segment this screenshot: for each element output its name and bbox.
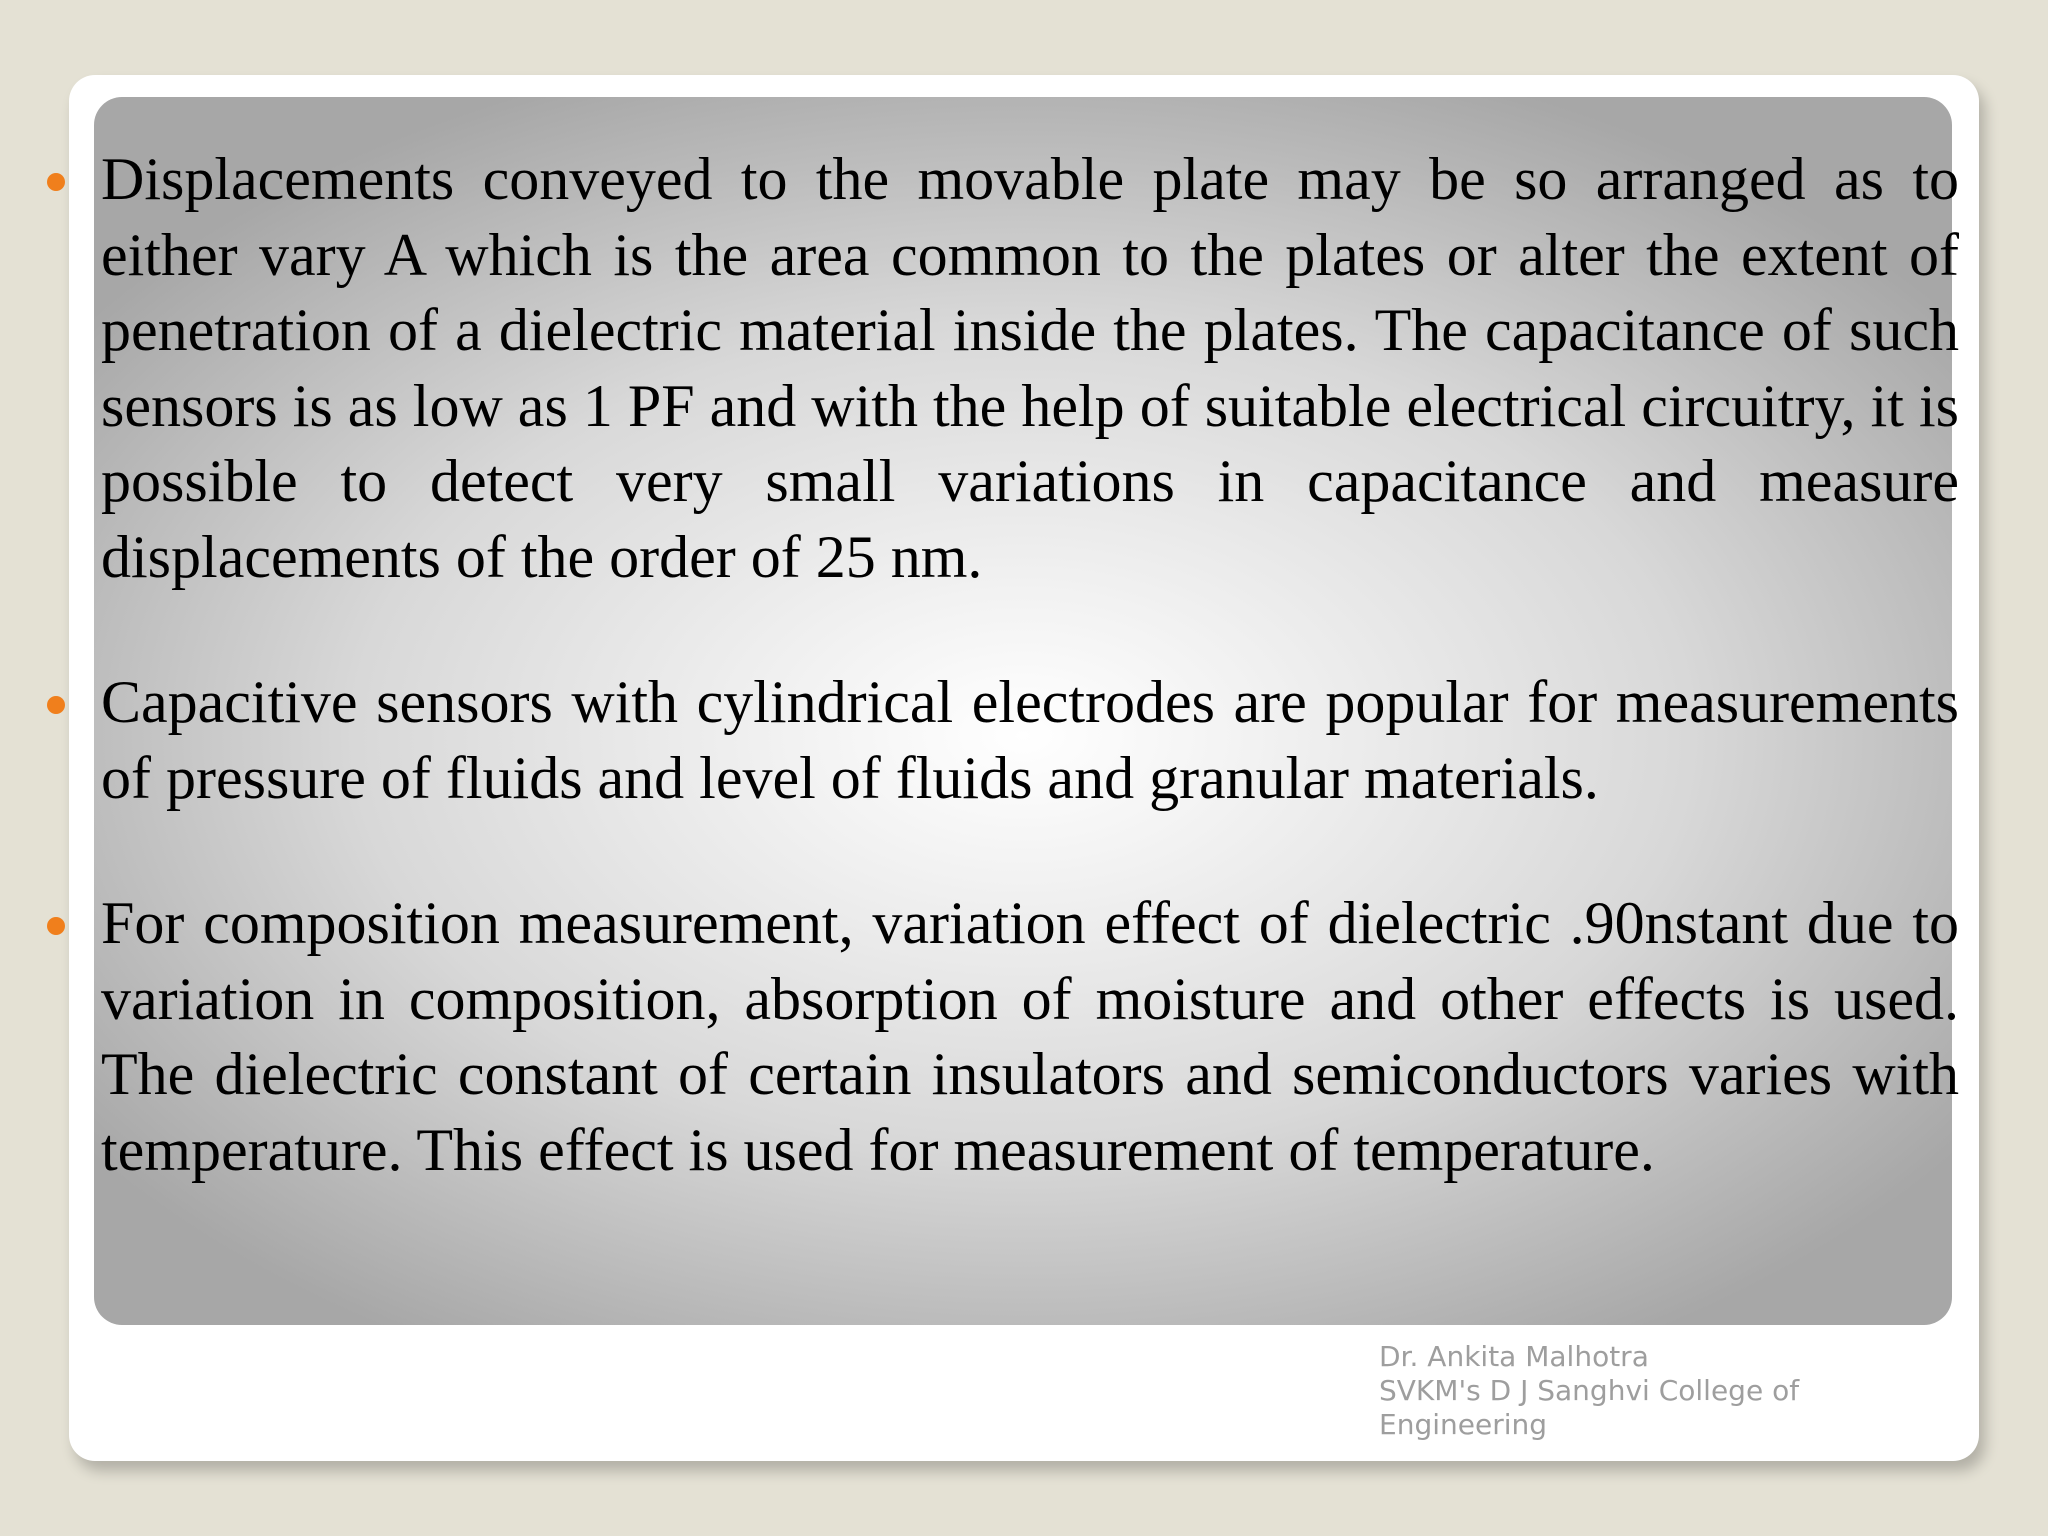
footer-institution-line: SVKM's D J Sanghvi College of [1379, 1374, 1800, 1407]
bullet-item-displacements [101, 142, 1959, 595]
bullet-item-composition-measurement [101, 886, 1959, 1188]
bullet-item-capacitive-sensors [101, 665, 1959, 816]
slide-footer [1379, 1340, 1899, 1442]
bullet-list [101, 142, 1959, 1188]
bullet-dot-icon [47, 696, 65, 714]
bullet-text: Displacements conveyed to the movable plate may be so arranged as to either vary A which is the area common to the plates or alter the extent of penetration of a dielectric material inside the plates. The capacitance of such sensors is as low as 1 PF and with the help of suitable electrical circuitry, it is possible to detect very small variations in capacitance and measure displacements of the order of 25 nm. [101, 146, 1959, 590]
bullet-text: For composition measurement, variation effect of dielectric .90nstant due to variation in composition, absorption of moisture and other effects is used. The dielectric constant of certain insulators and semiconductors varies with temperature. This effect is used for measurement of temperature. [101, 890, 1959, 1183]
footer-author: Dr. Ankita Malhotra [1379, 1340, 1649, 1373]
bullet-dot-icon [47, 173, 65, 191]
bullet-dot-icon [47, 917, 65, 935]
bullet-text: Capacitive sensors with cylindrical electrodes are popular for measurements of pressure of fluids and level of fluids and granular materials. [101, 669, 1959, 811]
footer-institution-line: Engineering [1379, 1408, 1547, 1441]
